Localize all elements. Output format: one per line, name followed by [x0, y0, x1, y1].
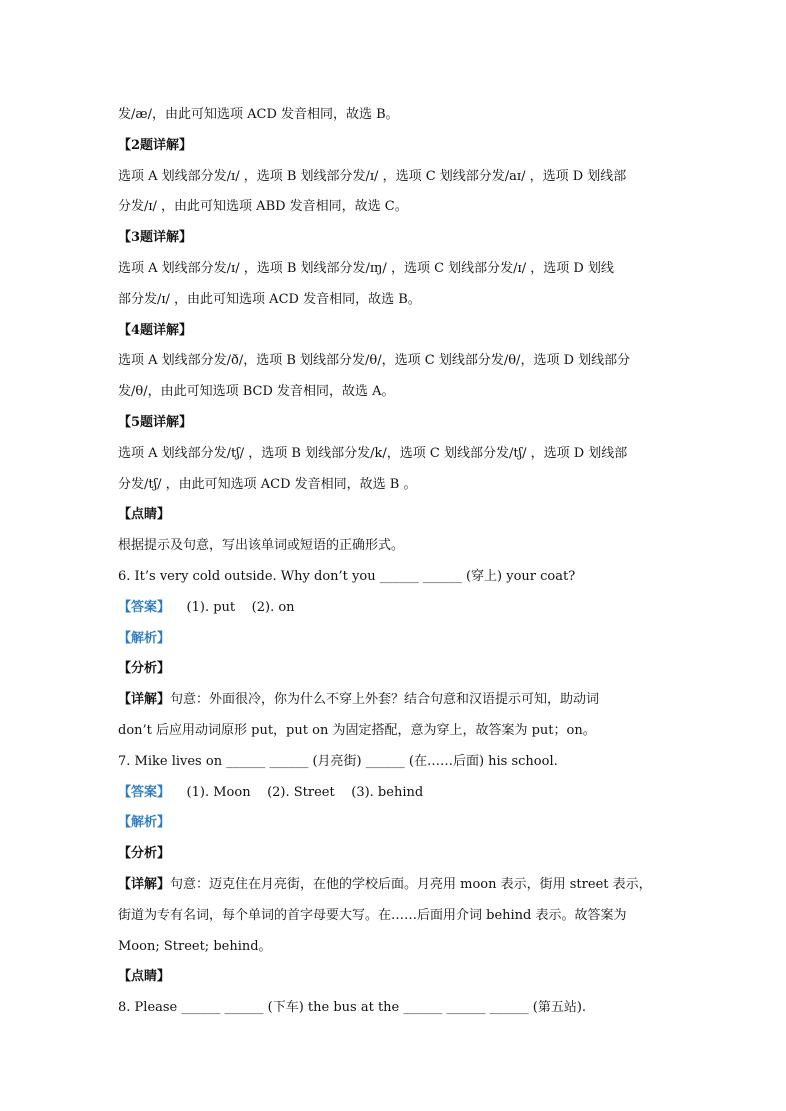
section-heading: 【3题详解】 [118, 230, 193, 246]
question-7: 7. Mike lives on ______ ______ (月亮街) ______ (在……后面) his school. [118, 753, 558, 769]
detail-text: 句意：迈克住在月亮街，在他的学校后面。月亮用 moon 表示，街用 street 表示， [170, 876, 652, 892]
section-heading: 【分析】 [118, 846, 171, 862]
text-line: 分发/ɪ/ ，由此可知选项 ABD 发音相同，故选 C。 [118, 199, 408, 215]
text-line: Moon; Street; behind。 [118, 938, 272, 954]
text-line: 选项 A 划线部分发/ɪ/ ，选项 B 划线部分发/ɪŋ/ ，选项 C 划线部分发/ɪ/ ，选项 D 划线 [118, 260, 614, 276]
analysis-tag: 【解析】 [118, 815, 171, 831]
text-line: don’t 后应用动词原形 put，put on 为固定搭配，意为穿上，故答案为 put；on。 [118, 722, 596, 738]
section-heading: 【2题详解】 [118, 137, 193, 153]
answer-tag: 【答案】 [118, 599, 171, 615]
analysis-tag: 【解析】 [118, 630, 171, 646]
text-line: 根据提示及句意，写出该单词或短语的正确形式。 [118, 538, 405, 554]
question-6: 6. It’s very cold outside. Why don’t you ______ ______ (穿上) your coat? [118, 568, 576, 584]
section-heading: 【5题详解】 [118, 414, 193, 430]
text-line: 分发/tʃ/ ，由此可知选项 ACD 发音相同，故选 B 。 [118, 476, 417, 492]
detail-text: 句意：外面很冷，你为什么不穿上外套？结合句意和汉语提示可知，助动词 [170, 692, 600, 708]
answer-tag: 【答案】 [118, 784, 171, 800]
detail-row [118, 685, 678, 716]
answer-values: (1). put (2). on [170, 599, 295, 615]
text-line: 部分发/ɪ/ ，由此可知选项 ACD 发音相同，故选 B。 [118, 291, 421, 307]
document-page [118, 100, 678, 1024]
question-8: 8. Please ______ ______ (下车) the bus at the ______ ______ ______ (第五站). [118, 1000, 587, 1016]
detail-tag: 【详解】 [118, 876, 171, 892]
answer-values: (1). Moon (2). Street (3). behind [170, 784, 424, 800]
text-line: 发/æ/，由此可知选项 ACD 发音相同，故选 B。 [118, 107, 399, 122]
answer-row [118, 778, 678, 809]
answer-row [118, 593, 678, 624]
text-line: 选项 A 划线部分发/ɪ/ ，选项 B 划线部分发/ɪ/ ，选项 C 划线部分发/aɪ/ ，选项 D 划线部 [118, 168, 627, 184]
text-line: 街道为专有名词，每个单词的首字母要大写。在……后面用介词 behind 表示。故答案为 [118, 907, 627, 923]
section-heading: 【4题详解】 [118, 322, 193, 338]
section-heading: 【点睛】 [118, 507, 171, 523]
text-line: 发/θ/，由此可知选项 BCD 发音相同，故选 A。 [118, 384, 395, 400]
section-heading: 【分析】 [118, 661, 171, 677]
detail-tag: 【详解】 [118, 692, 171, 708]
section-heading: 【点睛】 [118, 969, 171, 985]
text-line: 选项 A 划线部分发/tʃ/ ，选项 B 划线部分发/k/，选项 C 划线部分发/tʃ/ ，选项 D 划线部 [118, 445, 628, 461]
detail-row [118, 870, 678, 901]
text-line: 选项 A 划线部分发/ð/，选项 B 划线部分发/θ/，选项 C 划线部分发/θ/，选项 D 划线部分 [118, 353, 631, 369]
